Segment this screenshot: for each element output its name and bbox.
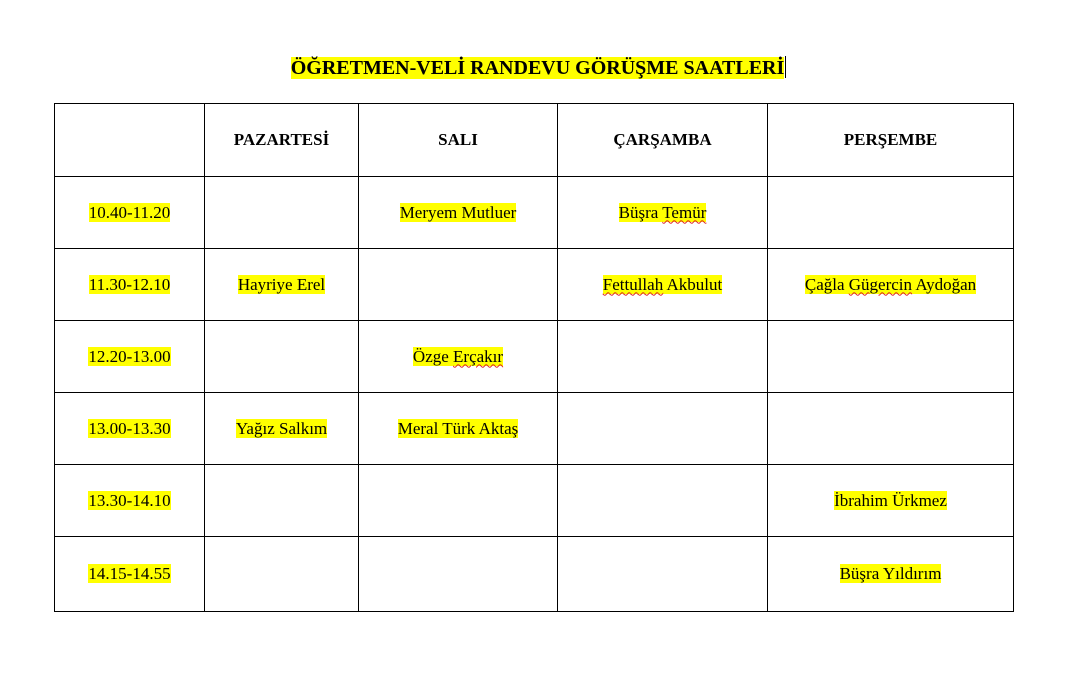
- text-cursor: [785, 56, 786, 78]
- appointment-cell: [205, 393, 359, 465]
- time-slot-label: 11.30-12.10: [88, 274, 171, 294]
- appointment-cell: [558, 177, 768, 249]
- name-part: Meral Türk Aktaş: [397, 418, 519, 438]
- table-row: [55, 321, 1014, 393]
- teacher-name: [619, 203, 707, 222]
- time-slot-label: 14.15-14.55: [88, 564, 171, 583]
- header-day-persembe: PERŞEMBE: [768, 104, 1014, 177]
- appointment-cell: [558, 537, 768, 612]
- misspelled-word: Erçakır: [453, 346, 504, 366]
- appointment-cell: [768, 321, 1014, 393]
- teacher-name: [400, 203, 517, 222]
- appointment-cell: [558, 393, 768, 465]
- appointment-cell: [205, 177, 359, 249]
- time-slot-label: 13.00-13.30: [88, 418, 171, 438]
- time-slot-cell: [55, 249, 205, 321]
- name-part: Büşra: [618, 202, 663, 222]
- time-slot-cell: [55, 321, 205, 393]
- misspelled-word: Temür: [662, 202, 707, 222]
- time-slot-cell: [55, 393, 205, 465]
- appointment-cell: [205, 321, 359, 393]
- table-row: [55, 537, 1014, 612]
- header-corner-cell: [55, 104, 205, 177]
- time-slot-cell: [55, 177, 205, 249]
- appointment-cell: [205, 249, 359, 321]
- name-part: Hayriye Erel: [237, 274, 326, 294]
- appointment-cell: [768, 465, 1014, 537]
- appointment-cell: [558, 321, 768, 393]
- time-slot-label: 10.40-11.20: [88, 202, 171, 222]
- header-day-carsamba: ÇARŞAMBA: [558, 104, 768, 177]
- teacher-name: [398, 419, 519, 438]
- time-slot-cell: [55, 537, 205, 612]
- name-part: Özge: [412, 346, 454, 366]
- name-part: Büşra Yıldırım: [839, 564, 942, 583]
- appointment-cell: [205, 465, 359, 537]
- name-part: Aydoğan: [912, 274, 977, 294]
- header-row: [55, 104, 1014, 177]
- table-row: [55, 393, 1014, 465]
- appointment-cell: [359, 537, 558, 612]
- time-slot-label: 12.20-13.00: [88, 346, 171, 366]
- time-slot-cell: [55, 465, 205, 537]
- header-day-pazartesi: PAZARTESİ: [205, 104, 359, 177]
- name-part: İbrahim Ürkmez: [834, 490, 947, 510]
- teacher-name: [413, 347, 503, 366]
- misspelled-word: Fettullah: [602, 274, 664, 294]
- table-row: [55, 249, 1014, 321]
- name-part: Yağız Salkım: [235, 418, 328, 438]
- appointment-cell: [768, 177, 1014, 249]
- time-slot-label: 13.30-14.10: [88, 490, 171, 510]
- title-text: ÖĞRETMEN-VELİ RANDEVU GÖRÜŞME SAATLERİ: [290, 57, 785, 79]
- teacher-name: [805, 275, 976, 294]
- name-part: Akbulut: [663, 274, 723, 294]
- appointment-cell: [205, 537, 359, 612]
- appointment-cell: [359, 249, 558, 321]
- teacher-name: [840, 564, 942, 583]
- appointment-cell: [359, 393, 558, 465]
- appointment-cell: [359, 177, 558, 249]
- schedule-body: [55, 177, 1014, 612]
- teacher-name: [236, 419, 327, 438]
- table-row: [55, 465, 1014, 537]
- appointment-cell: [558, 465, 768, 537]
- teacher-name: [603, 275, 723, 294]
- appointment-cell: [768, 537, 1014, 612]
- misspelled-word: Gügercin: [848, 274, 913, 294]
- document-title: [0, 55, 1077, 81]
- appointment-schedule-table: [54, 103, 1014, 612]
- appointment-cell: [558, 249, 768, 321]
- appointment-cell: [768, 249, 1014, 321]
- teacher-name: [834, 491, 947, 510]
- appointment-cell: [359, 465, 558, 537]
- table-row: [55, 177, 1014, 249]
- header-day-sali: SALI: [359, 104, 558, 177]
- appointment-cell: [359, 321, 558, 393]
- teacher-name: [238, 275, 325, 294]
- appointment-cell: [768, 393, 1014, 465]
- name-part: Meryem Mutluer: [399, 202, 517, 222]
- name-part: Çağla: [804, 274, 849, 294]
